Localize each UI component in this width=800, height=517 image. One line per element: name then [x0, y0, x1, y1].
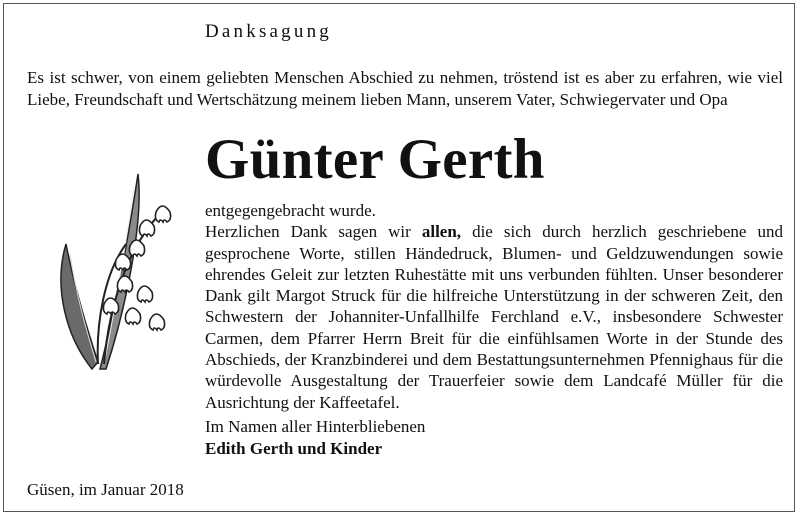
- thanks-bold: allen,: [421, 222, 462, 242]
- intro-text: Es ist schwer, von einem geliebten Menschen Abschied zu nehmen, tröstend ist es aber zu erfahren, wie viel Liebe, Freundschaft und Wertschätzung meinem lieben Mann, unserem Vater, Schwiegervater und Opa: [27, 68, 783, 109]
- body-line-1: entgegengebracht wurde.: [205, 201, 376, 220]
- place-date: Güsen, im Januar 2018: [27, 480, 184, 499]
- obituary-card: [3, 3, 795, 512]
- thanks-paragraph: [205, 221, 783, 413]
- lily-of-the-valley-icon: [34, 164, 184, 374]
- thanks-before: Herzlichen Dank sagen wir: [205, 222, 422, 242]
- thanks-after: die sich durch herzlich geschriebene und gesprochene Worte, stillen Händedruck, Blumen- und Geldzuwendungen sowie ehrendes Geleit zur letzten Ruhestätte mit uns verbunden fühlten. Unser besonderer Dank gilt Margot Struck für die hilfreiche Unterstützung in der schweren Zeit, den Schwestern der Johanniter-Unfallhilfe Ferchland e.V., insbesondere Schwester Carmen, dem Pfarrer Herrn Breit für die einfühlsamen Worte in der Stunde des Abschieds, der Kranzbinderei und dem Bestattungsunternehmen Pfennighaus für die würdevolle Ausgestaltung der Trauerfeier sowie dem Landcafé Müller für die Ausrichtung der Kaffeetafel.: [205, 222, 783, 412]
- signature-intro: Im Namen aller Hinterbliebenen: [205, 417, 426, 436]
- body-text: [205, 200, 783, 413]
- heading: Danksagung: [205, 21, 332, 42]
- deceased-name: Günter Gerth: [205, 128, 545, 191]
- signature-names: Edith Gerth und Kinder: [205, 439, 383, 458]
